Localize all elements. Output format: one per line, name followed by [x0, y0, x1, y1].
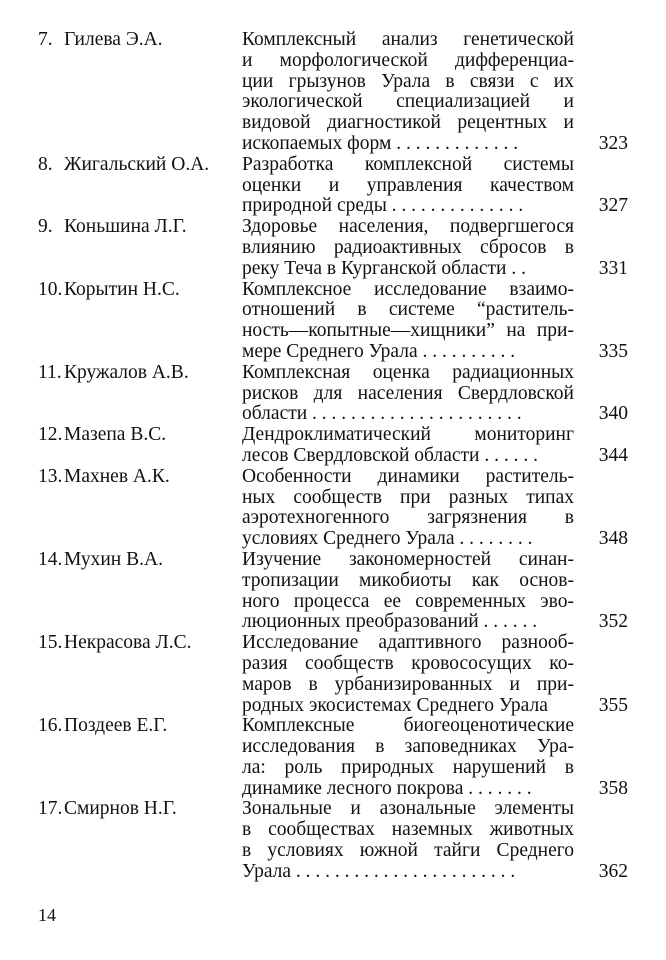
- toc-entry: [38, 550, 638, 633]
- toc-entry-title-line: ного процесса ее современных эво-: [242, 591, 574, 612]
- toc-entry-title: [242, 280, 574, 363]
- toc-entry-title-line: лесов Свердловской области . . . . . .: [242, 445, 538, 466]
- toc-entry: [38, 633, 638, 716]
- toc-entry-number: 17.: [38, 798, 63, 820]
- toc-entry: [38, 30, 638, 155]
- toc-entry-title-line: Дендроклиматический мониторинг: [242, 425, 574, 446]
- toc-entry-title-line: родных экосистемах Среднего Урала: [242, 695, 548, 716]
- toc-entry-author-cell: [38, 217, 242, 238]
- toc-entry-title-line: разия сообществ кровососущих ко-: [242, 653, 574, 674]
- toc-entry-author-cell: [38, 633, 242, 654]
- toc-entry-page: 352: [598, 611, 628, 633]
- toc-entry-title-line: Зональные и азональные элементы: [242, 799, 574, 820]
- toc-entry-author-cell: [38, 550, 242, 571]
- toc-entry-author-cell: [38, 363, 242, 384]
- toc-entry-title-line: области . . . . . . . . . . . . . . . . . . . . . .: [242, 404, 522, 425]
- toc-entry-author: Махнев А.К.: [64, 465, 170, 487]
- toc-entry-title: [242, 217, 574, 279]
- toc-entry-page-cell: [574, 217, 638, 279]
- toc-entry-title: [242, 467, 574, 550]
- toc-entry-title-line: динамике лесного покрова . . . . . . .: [242, 778, 532, 799]
- toc-entry-page: 358: [598, 777, 628, 799]
- toc-entry-title: [242, 799, 574, 882]
- toc-entry-page: 362: [598, 860, 628, 882]
- toc-entry: [38, 217, 638, 279]
- toc-entry-page-cell: [574, 155, 638, 217]
- toc-entry-author-cell: [38, 425, 242, 446]
- toc-entry-title: [242, 425, 574, 467]
- toc-entry-page-cell: [574, 363, 638, 425]
- toc-entry: [38, 425, 638, 467]
- toc-entry-title-line: в условиях южной тайги Среднего: [242, 841, 574, 862]
- toc-entry-author: Мазепа В.С.: [64, 424, 167, 446]
- toc-entry: [38, 799, 638, 882]
- toc-entry-title-line: и морфологической дифференциа-: [242, 50, 574, 71]
- toc-entry-title-line: условиях Среднего Урала . . . . . . . .: [242, 529, 533, 550]
- toc-entry-author-cell: [38, 799, 242, 820]
- toc-entry-number: 13.: [38, 465, 63, 487]
- toc-entry-title-line: люционных преобразований . . . . . .: [242, 612, 538, 633]
- toc-entry-title-line: ции грызунов Урала в связи с их: [242, 71, 574, 92]
- toc-entry-title-line: маров в урбанизированных и при-: [242, 674, 574, 695]
- toc-entry-title-line: рисков для населения Свердловской: [242, 383, 574, 404]
- toc-entry-author: Жигальский О.А.: [64, 153, 210, 175]
- toc-entry-author: Кружалов А.В.: [64, 361, 189, 383]
- toc-entry-title-line: ных сообществ при разных типах: [242, 487, 574, 508]
- toc-entry-author: Коньшина Л.Г.: [64, 216, 187, 238]
- toc-entry-page-cell: [574, 550, 638, 633]
- toc-entry-title: [242, 550, 574, 633]
- toc-entry-title-line: ла: роль природных нарушений в: [242, 757, 574, 778]
- toc-entry-title-line: Комплексные биогеоценотические: [242, 716, 574, 737]
- toc-entry-title-line: Урала . . . . . . . . . . . . . . . . . . . . . . .: [242, 861, 516, 882]
- toc-entry-author-cell: [38, 155, 242, 176]
- toc-entry-author-cell: [38, 716, 242, 737]
- toc-entry-title-line: реку Теча в Курганской области . .: [242, 258, 526, 279]
- toc-entry-number: 9.: [38, 216, 53, 238]
- toc-entry: [38, 280, 638, 363]
- toc-entry-author: Мухин В.А.: [64, 548, 163, 570]
- toc-entry-page: 331: [598, 257, 628, 279]
- toc-entry-title-line: мере Среднего Урала . . . . . . . . . .: [242, 341, 516, 362]
- toc-entry-title-line: Комплексная оценка радиационных: [242, 362, 574, 383]
- toc-entry-author: Поздеев Е.Г.: [64, 715, 168, 737]
- page-number: 14: [38, 905, 56, 925]
- toc-entry-page: 344: [598, 444, 628, 466]
- toc-entry-title-line: влиянию радиоактивных сбросов в: [242, 237, 574, 258]
- toc-entry-author-cell: [38, 467, 242, 488]
- toc-entry-title: [242, 363, 574, 425]
- toc-entry-title-line: Комплексное исследование взаимо-: [242, 279, 574, 300]
- toc-entry-page: 323: [598, 132, 628, 154]
- toc-entry-number: 15.: [38, 632, 63, 654]
- toc-entry-number: 16.: [38, 715, 63, 737]
- toc-entry-title-line: ность—копытные—хищники” на при-: [242, 321, 574, 342]
- toc-entry-title-line: Комплексный анализ генетической: [242, 30, 574, 50]
- toc-entry: [38, 467, 638, 550]
- toc-entry-page-cell: [574, 799, 638, 882]
- toc-entry-page-cell: [574, 467, 638, 550]
- toc-entry-number: 12.: [38, 424, 63, 446]
- toc-entry-title-line: Разработка комплексной системы: [242, 154, 574, 175]
- toc-entry-author: Гилева Э.А.: [64, 29, 163, 50]
- toc-entry-title-line: оценки и управления качеством: [242, 175, 574, 196]
- toc-entry-title-line: Изучение закономерностей синан-: [242, 549, 574, 570]
- toc-entry: [38, 363, 638, 425]
- toc-entry-title-line: тропизации микобиоты как основ-: [242, 570, 574, 591]
- toc-entry-author: Некрасова Л.С.: [64, 632, 192, 654]
- toc-entry-page: 355: [598, 694, 628, 716]
- toc-entry: [38, 716, 638, 799]
- toc-entry-author: Смирнов Н.Г.: [64, 798, 177, 820]
- toc-entry-title-line: аэротехногенного загрязнения в: [242, 508, 574, 529]
- toc-entry-author-cell: [38, 280, 242, 301]
- toc-entry-number: 11.: [38, 361, 62, 383]
- toc-entry-title-line: видовой диагностикой рецентных и: [242, 113, 574, 134]
- toc-entry-title-line: исследования в заповедниках Ура-: [242, 737, 574, 758]
- toc-entry-title-line: природной среды . . . . . . . . . . . . . .: [242, 196, 524, 217]
- toc-entry-title: [242, 155, 574, 217]
- toc-entry-title-line: отношений в системе “раститель-: [242, 300, 574, 321]
- table-of-contents: [38, 30, 638, 883]
- toc-entry-number: 7.: [38, 29, 53, 50]
- toc-entry-author: Корытин Н.С.: [64, 278, 180, 300]
- toc-entry-title-line: Особенности динамики раститель-: [242, 466, 574, 487]
- toc-entry-title-line: в сообществах наземных животных: [242, 820, 574, 841]
- toc-entry-page: 340: [598, 403, 628, 425]
- toc-entry-page-cell: [574, 280, 638, 363]
- toc-entry-page: 348: [598, 528, 628, 550]
- toc-entry-title-line: ископаемых форм . . . . . . . . . . . . .: [242, 133, 519, 154]
- toc-entry-page: 327: [598, 195, 628, 217]
- toc-entry-number: 8.: [38, 153, 53, 175]
- toc-entry-title: [242, 633, 574, 716]
- toc-entry-number: 10.: [38, 278, 63, 300]
- toc-entry-page-cell: [574, 425, 638, 467]
- toc-entry-title-line: экологической специализацией и: [242, 92, 574, 113]
- toc-entry: [38, 155, 638, 217]
- toc-entry-page-cell: [574, 30, 638, 155]
- toc-entry-page-cell: [574, 716, 638, 799]
- toc-entry-title: [242, 716, 574, 799]
- toc-entry-title-line: Здоровье населения, подвергшегося: [242, 217, 574, 238]
- toc-entry-title-line: Исследование адаптивного разнооб-: [242, 633, 574, 654]
- toc-entry-author-cell: [38, 30, 242, 51]
- toc-entry-title: [242, 30, 574, 155]
- toc-entry-page: 335: [598, 340, 628, 362]
- toc-entry-number: 14.: [38, 548, 63, 570]
- toc-entry-page-cell: [574, 633, 638, 716]
